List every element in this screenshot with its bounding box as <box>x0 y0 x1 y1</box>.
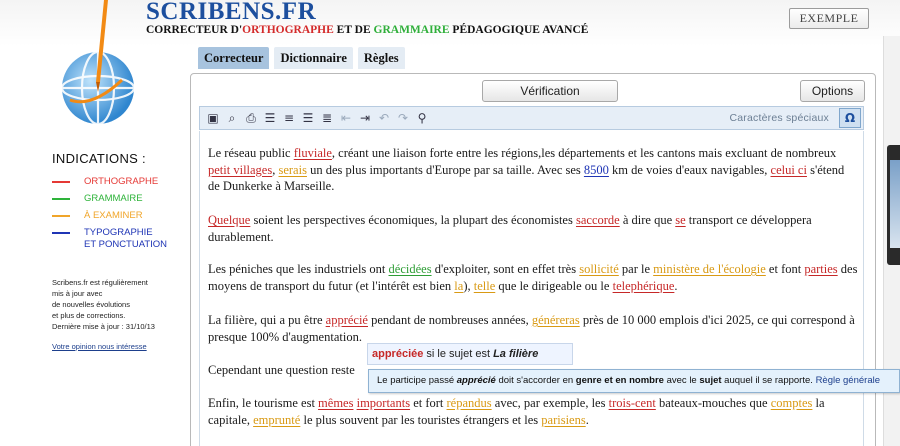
indications-title: INDICATIONS : <box>52 151 146 166</box>
indications-legend <box>52 176 182 257</box>
error-orthographe[interactable]: petit villages <box>208 162 273 177</box>
editor-paragraph: Cependant une question reste <box>208 363 355 377</box>
preview-icon[interactable]: ⌕ <box>228 110 236 125</box>
error-grammaire[interactable]: décidées <box>388 262 432 276</box>
align-right-icon[interactable]: ☰ <box>302 111 314 125</box>
outdent-icon[interactable]: ⇤ <box>340 111 352 125</box>
legend-label: GRAMMAIRE <box>84 193 143 204</box>
error-a-examiner[interactable]: parisiens <box>541 412 586 427</box>
legend-label: TYPOGRAPHIE ET PONCTUATION <box>84 227 168 250</box>
error-orthographe[interactable]: apprécié <box>325 313 368 327</box>
error-a-examiner[interactable]: sollicité <box>579 262 619 276</box>
options-button[interactable]: Options <box>800 80 865 102</box>
update-note: Scribens.fr est régulièrement mis à jour avec de nouvelles évolutions et plus de corrections. Dernière mise à jour : 31/10/13 <box>52 278 155 331</box>
brand-tagline: CORRECTEUR D'ORTHOGRAPHE ET DE GRAMMAIRE PÉDAGOGIQUE AVANCÉ <box>146 24 589 36</box>
editor-toolbar <box>199 106 864 130</box>
align-center-icon[interactable]: ≡ <box>283 111 295 125</box>
error-orthographe[interactable]: telephérique <box>612 278 675 293</box>
indent-icon[interactable]: ⇥ <box>359 111 371 125</box>
legend-bar-orange <box>52 215 70 217</box>
error-a-examiner[interactable]: répandus <box>446 396 492 410</box>
regle-generale-link[interactable]: Règle générale <box>815 375 880 386</box>
error-a-examiner[interactable]: généreras <box>531 313 580 327</box>
omega-icon[interactable]: Ω <box>839 108 861 128</box>
legend-bar-green <box>52 198 70 200</box>
legend-orthographe <box>52 176 182 193</box>
print-icon[interactable]: ⎙ <box>246 110 256 125</box>
editor-paragraph: Le réseau public fluviale, créant une liaison forte entre les régions,les départements et les cantons mais excluant de nombreux petit villages, serais un des plus importants d'Europe par sa taille. Avec ses 8500 km de voies d'eaux navigables, celui ci s'étend de Dunkerke à Marseille. <box>208 146 845 193</box>
error-a-examiner[interactable]: telle <box>473 278 496 293</box>
editor-paragraph: La filière, qui a pu être apprécié pendant de nombreuses années, généreras près de 10 000 emplois d'ici 2025, ce qui correspond à presque 100% d'augmentation. <box>208 313 855 344</box>
error-a-examiner[interactable]: comptes <box>770 396 813 410</box>
tab-correcteur[interactable]: Correcteur <box>198 47 269 69</box>
verification-button[interactable]: Vérification <box>482 80 618 102</box>
error-typographie[interactable]: 8500 <box>583 162 609 177</box>
legend-typographie <box>52 227 182 257</box>
error-a-examiner[interactable]: serais <box>278 162 307 177</box>
scribens-logo[interactable] <box>52 0 152 128</box>
redo-icon[interactable]: ↷ <box>397 111 409 125</box>
legend-a-examiner <box>52 210 182 227</box>
error-orthographe[interactable]: mêmes <box>318 396 354 410</box>
error-orthographe[interactable]: trois-cent <box>608 396 656 410</box>
suggestion-tooltip[interactable]: appréciée si le sujet est La filière <box>367 343 573 365</box>
exemple-button[interactable]: EXEMPLE <box>789 8 869 29</box>
opinion-link[interactable]: Votre opinion nous intéresse <box>52 342 147 351</box>
undo-icon[interactable]: ↶ <box>378 111 390 125</box>
editor-paragraph: Les péniches que les industriels ont décidées d'exploiter, sont en effet très sollicité par le ministère de l'écologie et font parties des moyens de transport du futur (et l'intérêt est bien la), telle que le dirigeable ou le telephérique. <box>208 262 858 293</box>
error-orthographe[interactable]: parties <box>804 262 838 276</box>
error-orthographe[interactable]: se <box>675 213 686 227</box>
legend-bar-blue <box>52 232 70 234</box>
tab-regles[interactable]: Règles <box>358 47 405 69</box>
error-a-examiner[interactable]: la <box>454 278 464 293</box>
error-orthographe[interactable]: fluviale <box>293 146 332 160</box>
legend-bar-red <box>52 181 70 183</box>
rule-explanation-tooltip: Le participe passé apprécié doit s'accorder en genre et en nombre avec le sujet auquel il se rapporte. Règle générale <box>368 369 900 393</box>
error-orthographe[interactable]: importants <box>356 396 411 410</box>
justify-icon[interactable]: ≣ <box>321 111 333 125</box>
phone-ad-screen <box>890 160 900 248</box>
find-icon[interactable]: ⚲ <box>417 111 427 125</box>
special-characters-label[interactable]: Caractères spéciaux <box>729 112 829 124</box>
error-orthographe[interactable]: Quelque <box>208 213 251 227</box>
brand-name: SCRIBENS.FR <box>146 0 317 25</box>
editor-paragraph: Enfin, le tourisme est mêmes importants et fort répandus avec, par exemple, les trois-cent bateaux-mouches que comptes la capitale, emprunté le plus souvent par les touristes étrangers et les parisiens. <box>208 396 825 427</box>
align-left-icon[interactable]: ☰ <box>264 111 276 125</box>
error-a-examiner[interactable]: emprunté <box>253 412 301 427</box>
error-orthographe[interactable]: saccorde <box>575 213 620 227</box>
tab-dictionnaire[interactable]: Dictionnaire <box>274 47 352 69</box>
frame-icon[interactable]: ▣ <box>207 111 219 125</box>
editor-paragraph: Quelque soient les perspectives économiques, la plupart des économistes saccorde à dire que se transport ce développera durablement. <box>208 213 812 244</box>
error-orthographe[interactable]: celui ci <box>770 162 807 177</box>
main-tabs <box>198 47 405 69</box>
error-a-examiner[interactable]: ministère de l'écologie <box>653 262 766 276</box>
legend-label: ORTHOGRAPHE <box>84 176 159 187</box>
legend-grammaire <box>52 193 182 210</box>
legend-label: À EXAMINER <box>84 210 143 221</box>
